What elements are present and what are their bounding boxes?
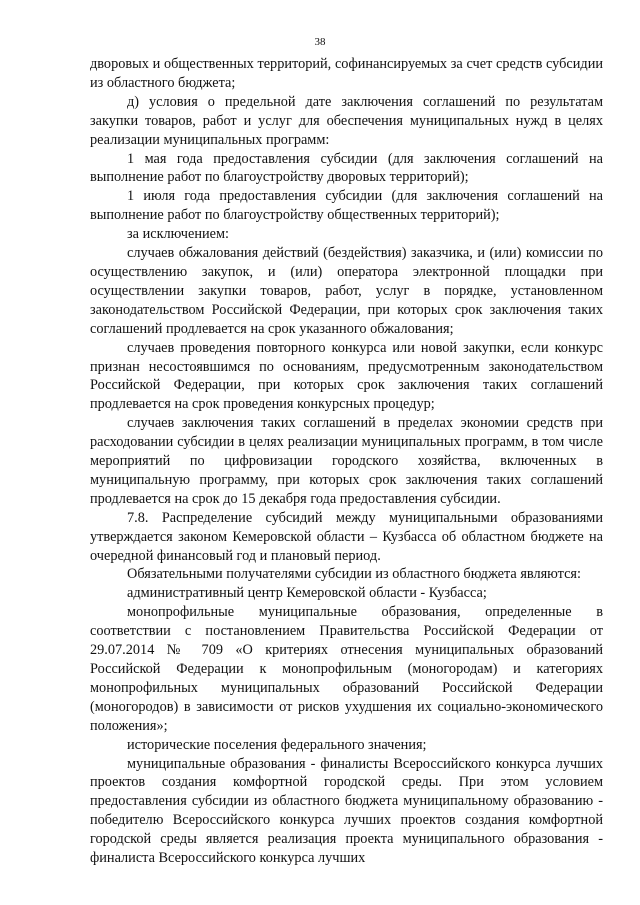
paragraph-date-july: 1 июля года предоставления субсидии (для заключения соглашений на выполнение работ по благоустройству общественных территорий);: [90, 188, 603, 224]
paragraph-exceptions: за исключением:: [127, 226, 229, 243]
paragraph-historic-settlements: исторические поселения федерального значения;: [127, 736, 427, 753]
paragraph-admin-center: административный центр Кемеровской области - Кузбасса;: [127, 585, 487, 602]
paragraph-exception-appeal: случаев обжалования действий (бездействия) заказчика, и (или) комиссии по осуществлению закупок, и (или) оператора электронной площадки при осуществлении закупки товаров, работ, услуг в порядке, установленном законодательством Российской Федерации, при которых срок заключения таких соглашений продлевается на срок указанного обжалования;: [90, 245, 603, 337]
paragraph-date-may: 1 мая года предоставления субсидии (для заключения соглашений на выполнение работ по благоустройству дворовых территорий);: [90, 150, 603, 186]
page-number: 38: [314, 36, 326, 48]
paragraph-section-7-8: 7.8. Распределение субсидий между муниципальными образованиями утверждается законом Кемеровской области – Кузбасса об областном бюджете на очередной финансовый год и плановый период.: [90, 509, 603, 564]
paragraph-condition-d: д) условия о предельной дате заключения соглашений по результатам закупки товаров, работ и услуг для обеспечения муниципальных нужд в целях реализации муниципальных программ:: [90, 93, 603, 148]
paragraph-exception-savings: случаев заключения таких соглашений в пределах экономии средств при расходовании субсидии в целях реализации муниципальных программ, в том числе мероприятий по цифровизации городского хозяйства, включенных в муниципальную программу, при которых срок заключения таких соглашений продлевается на срок до 15 декабря года предоставления субсидии.: [90, 415, 603, 507]
paragraph-mandatory-recipients: Обязательными получателями субсидии из областного бюджета являются:: [127, 566, 581, 583]
paragraph-continuation: дворовых и общественных территорий, софинансируемых за счет средств субсидии из областного бюджета;: [90, 56, 603, 91]
paragraph-contest-finalists: муниципальные образования - финалисты Всероссийского конкурса лучших проектов создания комфортной городской среды. При этом условием предоставления субсидии из областного бюджета муниципальному образованию - победителю Всероссийского конкурса лучших проектов создания комфортной городской среды является реализация проекта муниципального образования - финалиста Всероссийского конкурса лучших: [90, 755, 603, 867]
paragraph-exception-repeat-contest: случаев проведения повторного конкурса или новой закупки, если конкурс признан несостоявшимся по основаниям, предусмотренным законодательством Российской Федерации, при которых срок заключения таких соглашений продлевается на срок проведения конкурсных процедур;: [90, 339, 603, 413]
paragraph-monoprofile: монопрофильные муниципальные образования, определенные в соответствии с постановлением Правительства Российской Федерации от 29.07.2014 № 709 «О критериях отнесения муниципальных образований Российской Федерации к монопрофильным (моногородам) и категориях монопрофильных муниципальных образований Российской Федерации (моногородов) в зависимости от рисков ухудшения их социально-экономического положения»;: [90, 604, 603, 734]
document-body: [90, 55, 603, 868]
